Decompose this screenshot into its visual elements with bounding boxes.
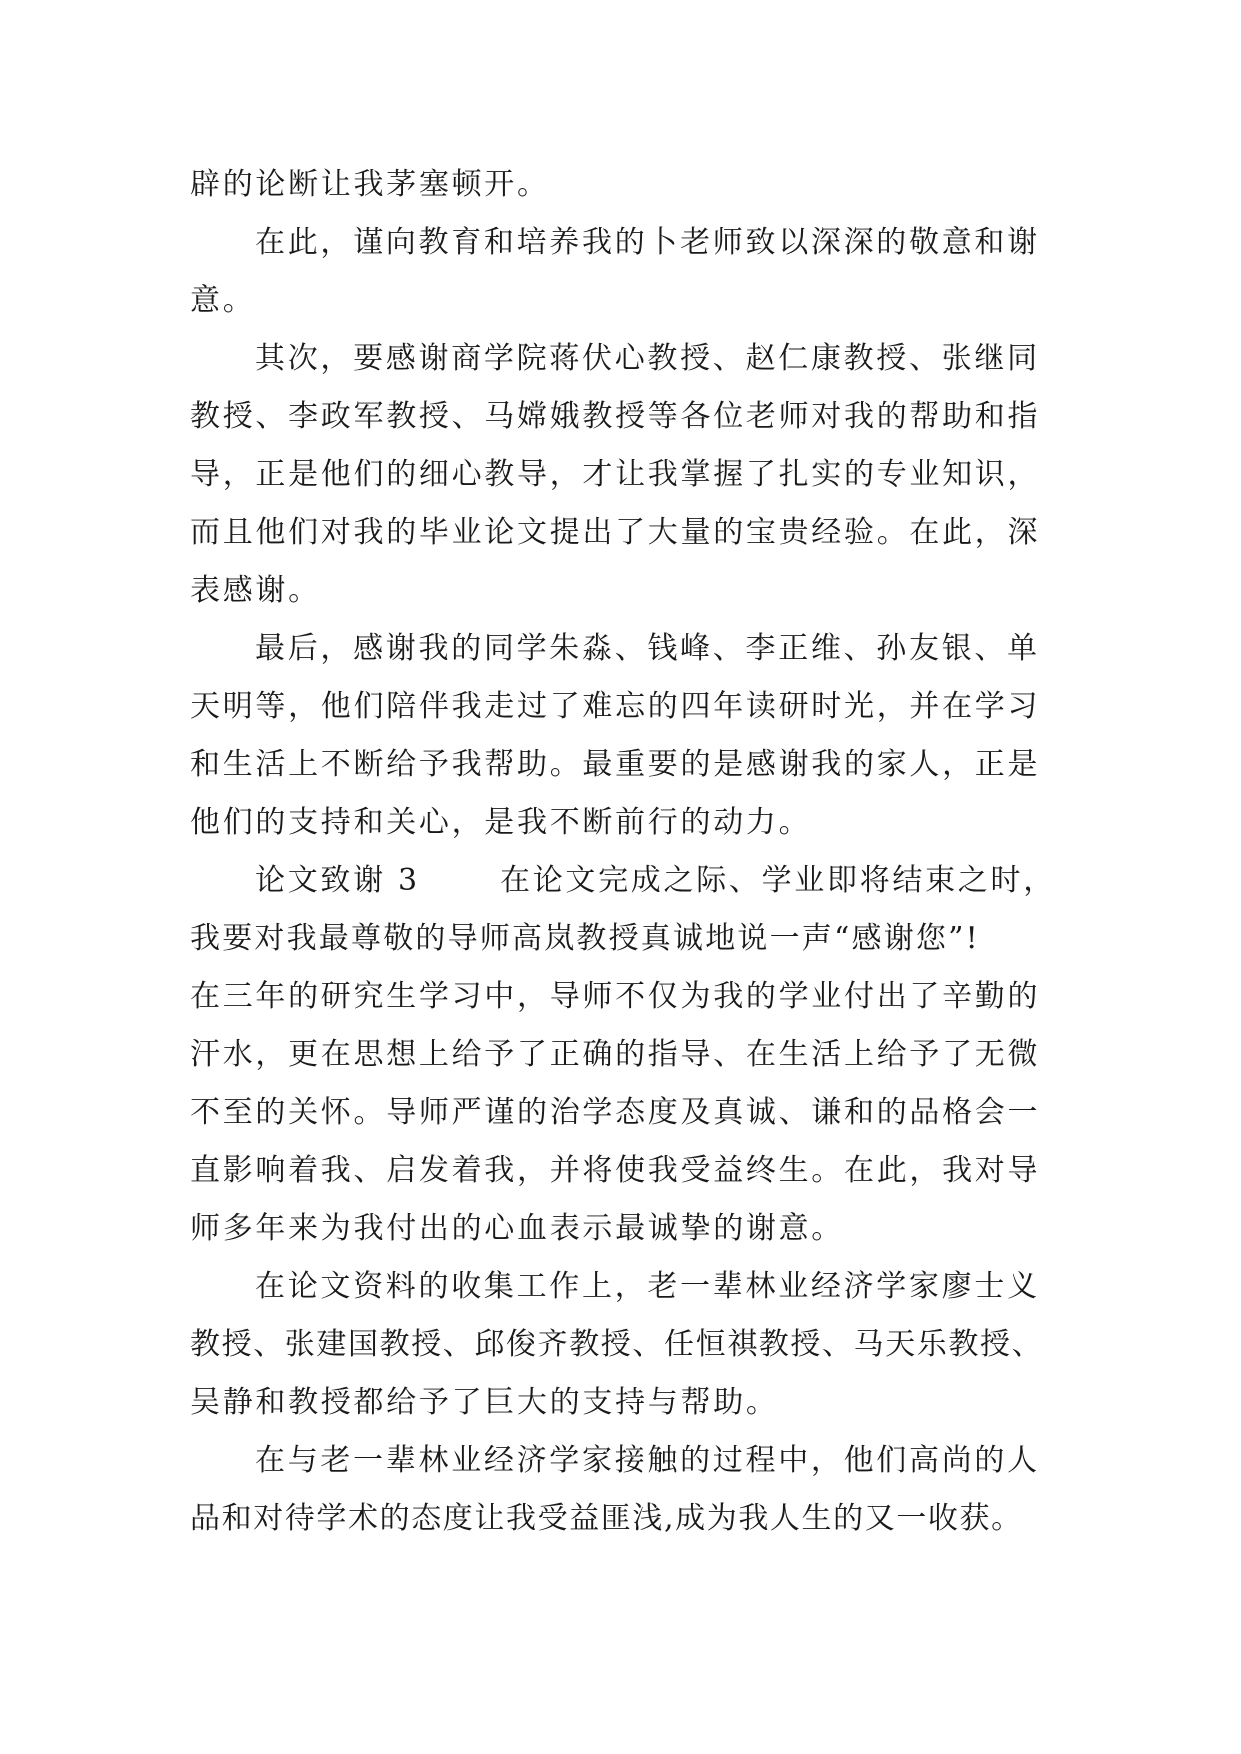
text-line: 而且他们对我的毕业论文提出了大量的宝贵经验。在此，深 (190, 515, 1041, 550)
text-line: 在论文资料的收集工作上，老一辈林业经济学家廖士义 (255, 1269, 1040, 1304)
text-line: 师多年来为我付出的心血表示最诚挚的谢意。 (190, 1211, 844, 1246)
text-line: 教授、张建国教授、邱俊齐教授、任恒祺教授、马天乐教授、 (190, 1327, 1044, 1362)
text-line: 在此，谨向教育和培养我的卜老师致以深深的敬意和谢 (255, 225, 1040, 260)
text-line: 其次，要感谢商学院蒋伏心教授、赵仁康教授、张继同 (255, 341, 1040, 376)
text-line: 表感谢。 (190, 573, 321, 608)
text-line: 和生活上不断给予我帮助。最重要的是感谢我的家人，正是 (190, 747, 1041, 782)
text-line: 最后，感谢我的同学朱淼、钱峰、李正维、孙友银、单 (255, 631, 1040, 666)
section-heading-line: 论文致谢 3 在论文完成之际、学业即将结束之时， (0, 852, 1241, 910)
text-line: 他们的支持和关心，是我不断前行的动力。 (190, 805, 812, 840)
text-line: 吴静和教授都给予了巨大的支持与帮助。 (190, 1385, 779, 1420)
text-line: 我要对我最尊敬的导师高岚教授真诚地说一声“感谢您”! (190, 921, 980, 956)
section-heading: 论文致谢 3 (255, 863, 420, 898)
text-line: 辟的论断让我茅塞顿开。 (190, 167, 550, 202)
text-line: 教授、李政军教授、马嫦娥教授等各位老师对我的帮助和指 (190, 399, 1041, 434)
text-line: 直影响着我、启发着我，并将使我受益终生。在此，我对导 (190, 1153, 1041, 1188)
text-line: 天明等，他们陪伴我走过了难忘的四年读研时光，并在学习 (190, 689, 1041, 724)
text-line: 在与老一辈林业经济学家接触的过程中，他们高尚的人 (255, 1443, 1040, 1478)
text-line: 不至的关怀。导师严谨的治学态度及真诚、谦和的品格会一 (190, 1095, 1041, 1130)
text-line: 汗水，更在思想上给予了正确的指导、在生活上给予了无微 (190, 1037, 1041, 1072)
text-line: 品和对待学术的态度让我受益匪浅,成为我人生的又一收获。 (190, 1501, 1023, 1536)
text-line: 导，正是他们的细心教导，才让我掌握了扎实的专业知识， (190, 457, 1041, 492)
text-line: 意。 (190, 283, 256, 318)
text-line: 在三年的研究生学习中，导师不仅为我的学业付出了辛勤的 (190, 979, 1041, 1014)
